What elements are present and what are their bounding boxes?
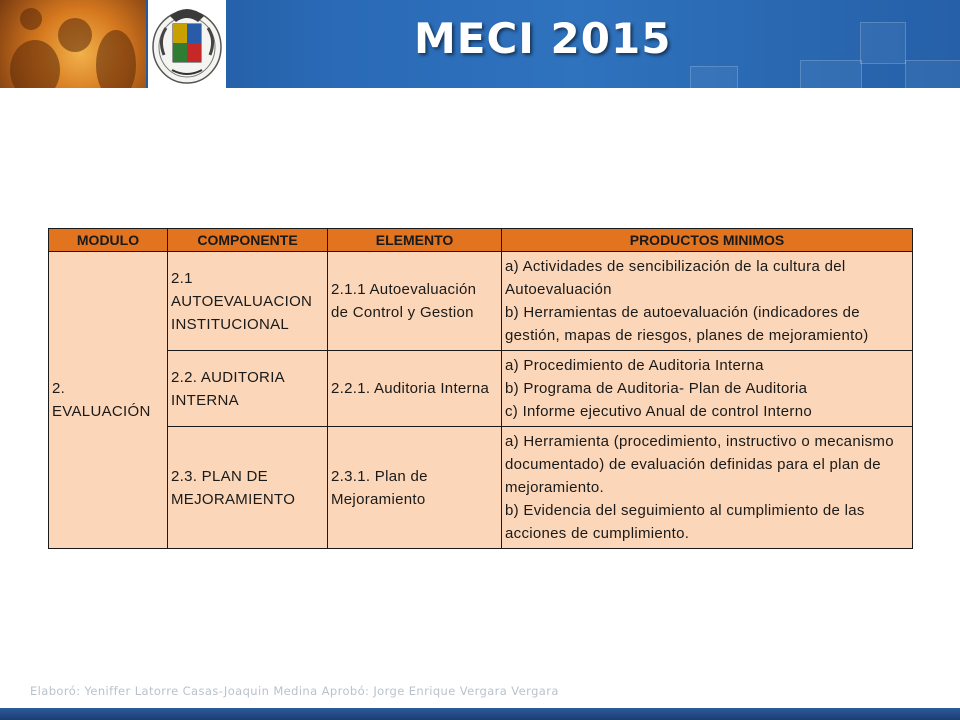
- productos-cell: a) Actividades de sencibilización de la cultura del Autoevaluación b) Herramientas de autoevaluación (indicadores de gestión, mapas de riesgos, planes de mejoramiento): [502, 252, 913, 351]
- modulo-cell: [49, 252, 168, 549]
- componente-cell: 2.2. AUDITORIA INTERNA: [168, 351, 328, 427]
- column-header-elemento: ELEMENTO: [328, 229, 502, 252]
- meci-table: [48, 228, 913, 549]
- productos-cell: a) Procedimiento de Auditoria Interna b) Programa de Auditoria- Plan de Auditoria c) Informe ejecutivo Anual de control Interno: [502, 351, 913, 427]
- componente-cell: 2.3. PLAN DE MEJORAMIENTO: [168, 427, 328, 549]
- header-banner: [0, 0, 960, 88]
- productos-cell: a) Herramienta (procedimiento, instructivo o mecanismo documentado) de evaluación definidas para el plan de mejoramiento. b) Evidencia del seguimiento al cumplimiento de las acciones de cumplimiento.: [502, 427, 913, 549]
- people-photo-icon: [0, 0, 146, 88]
- banner-decoration: [690, 66, 738, 88]
- componente-cell: 2.1 AUTOEVALUACION INSTITUCIONAL: [168, 252, 328, 351]
- elemento-cell: 2.3.1. Plan de Mejoramiento: [328, 427, 502, 549]
- table-header-row: [49, 229, 913, 252]
- table-row: [49, 351, 913, 427]
- coat-of-arms-icon: [148, 0, 226, 88]
- elemento-cell: 2.1.1 Autoevaluación de Control y Gestion: [328, 252, 502, 351]
- column-header-componente: COMPONENTE: [168, 229, 328, 252]
- page-title: MECI 2015: [414, 14, 672, 63]
- banner-decoration: [860, 22, 906, 64]
- banner-decoration: [800, 60, 862, 88]
- banner-decoration: [905, 60, 960, 88]
- elemento-cell: 2.2.1. Auditoria Interna: [328, 351, 502, 427]
- modulo-text: 2. EVALUACIÓN: [52, 380, 151, 420]
- column-header-productos: PRODUCTOS MINIMOS: [502, 229, 913, 252]
- footer-credits: Elaboró: Yeniffer Latorre Casas-Joaquin Medina Aprobó: Jorge Enrique Vergara Vergara: [30, 684, 559, 698]
- table-row: [49, 427, 913, 549]
- table-row: [49, 252, 913, 351]
- column-header-modulo: MODULO: [49, 229, 168, 252]
- footer-bar: [0, 708, 960, 720]
